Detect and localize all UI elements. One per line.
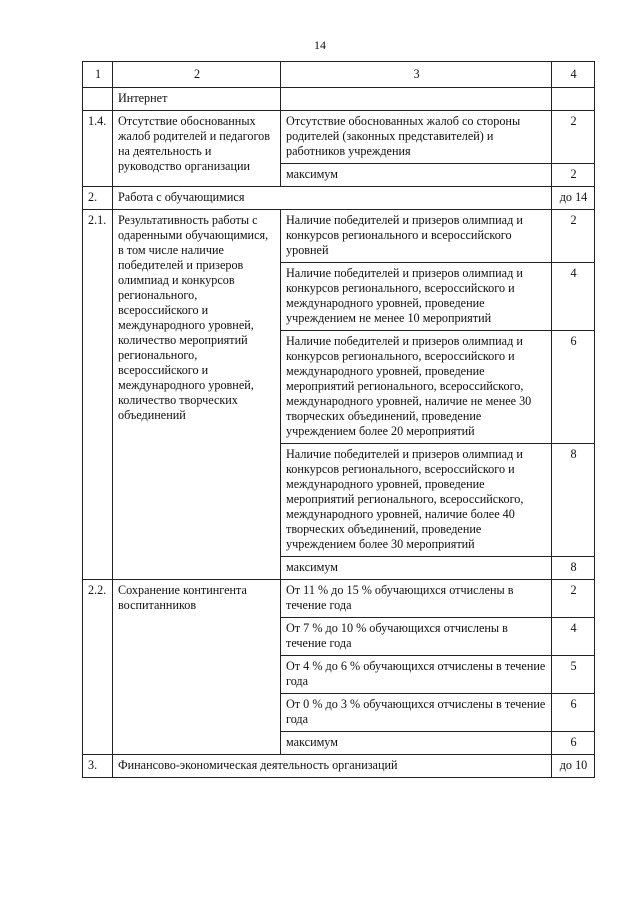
criterion-points: 2 (552, 164, 595, 187)
row-number: 2.2. (83, 580, 113, 755)
criterion-points: 8 (552, 557, 595, 580)
criterion-points: 6 (552, 331, 595, 444)
table-row (83, 88, 595, 111)
criterion-points: 6 (552, 732, 595, 755)
header-col-3: 3 (281, 62, 552, 88)
criterion-text: Наличие победителей и призеров олимпиад и конкурсов регионального и всероссийского уровней (281, 210, 552, 263)
table-row (83, 187, 595, 210)
page-number: 14 (314, 38, 326, 52)
cell-empty (83, 88, 113, 111)
criterion-text: Отсутствие обоснованных жалоб со стороны родителей (законных представителей) и работников учреждения (281, 111, 552, 164)
table-row (83, 755, 595, 778)
table-row (83, 111, 595, 164)
criterion-text: От 0 % до 3 % обучающихся отчислены в течение года (281, 694, 552, 732)
row-name: Работа с обучающимися (113, 187, 552, 210)
criterion-points: 5 (552, 656, 595, 694)
criterion-text: максимум (281, 164, 552, 187)
criterion-points: 6 (552, 694, 595, 732)
header-col-2: 2 (113, 62, 281, 88)
row-name: Интернет (113, 88, 281, 111)
row-name: Отсутствие обоснованных жалоб родителей и педагогов на деятельность и руководство организации (113, 111, 281, 187)
criterion-points: 2 (552, 111, 595, 164)
criterion-text: От 11 % до 15 % обучающихся отчислены в течение года (281, 580, 552, 618)
criterion-text: максимум (281, 732, 552, 755)
row-number: 2. (83, 187, 113, 210)
header-col-4: 4 (552, 62, 595, 88)
criterion-text: От 7 % до 10 % обучающихся отчислены в течение года (281, 618, 552, 656)
criterion-text: Наличие победителей и призеров олимпиад и конкурсов регионального, всероссийского и международного уровней, проведение мероприятий регионального, всероссийского, международного уровней, наличие более 40 творческих объединений, проведение учреждением более 30 мероприятий (281, 444, 552, 557)
criterion-points: 4 (552, 618, 595, 656)
header-row (83, 62, 595, 88)
row-name: Сохранение контингента воспитанников (113, 580, 281, 755)
criteria-table (82, 61, 595, 778)
criterion-text: максимум (281, 557, 552, 580)
row-points: до 10 (552, 755, 595, 778)
criterion-text: Наличие победителей и призеров олимпиад и конкурсов регионального, всероссийского и международного уровней, проведение учреждением не менее 10 мероприятий (281, 263, 552, 331)
row-number: 2.1. (83, 210, 113, 580)
header-col-1: 1 (83, 62, 113, 88)
cell-empty (552, 88, 595, 111)
criterion-points: 8 (552, 444, 595, 557)
row-name: Результативность работы с одаренными обучающимися, в том числе наличие победителей и призеров олимпиад и конкурсов регионального, всероссийского и международного уровней, количество мероприятий регионального, всероссийского и международного уровней, количество творческих объединений (113, 210, 281, 580)
cell-empty (281, 88, 552, 111)
row-points: до 14 (552, 187, 595, 210)
row-name: Финансово-экономическая деятельность организаций (113, 755, 552, 778)
criterion-points: 4 (552, 263, 595, 331)
row-number: 1.4. (83, 111, 113, 187)
criterion-text: Наличие победителей и призеров олимпиад и конкурсов регионального, всероссийского и международного уровней, проведение мероприятий регионального, всероссийского, международного уровней, наличие не менее 30 творческих объединений, проведение учреждением более 20 мероприятий (281, 331, 552, 444)
criterion-points: 2 (552, 580, 595, 618)
table-row (83, 580, 595, 618)
row-number: 3. (83, 755, 113, 778)
table-row (83, 210, 595, 263)
criterion-text: От 4 % до 6 % обучающихся отчислены в течение года (281, 656, 552, 694)
criterion-points: 2 (552, 210, 595, 263)
